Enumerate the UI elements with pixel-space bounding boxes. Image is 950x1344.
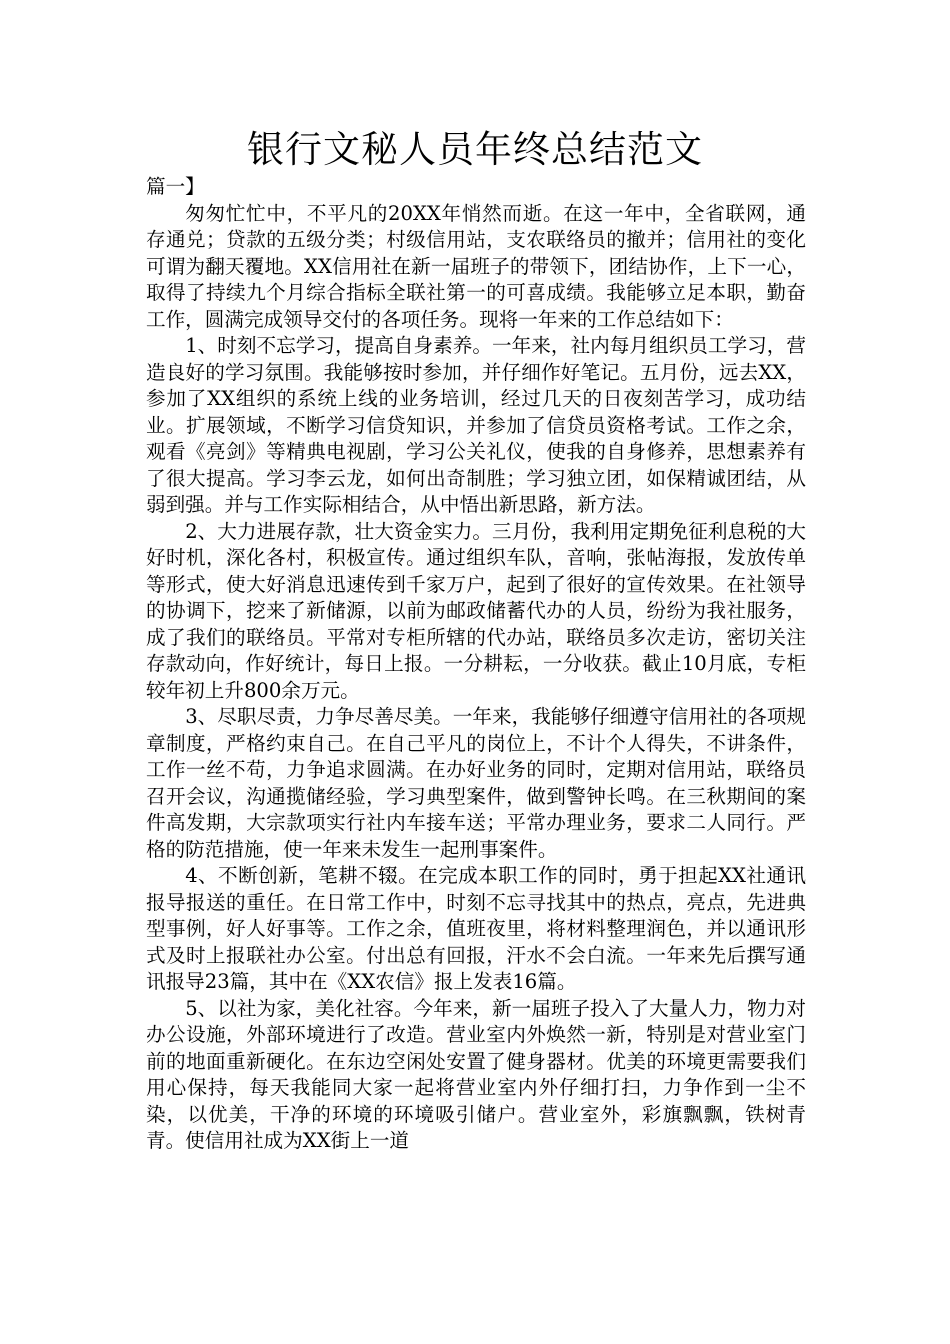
- paragraph-item-5: 5、以社为家，美化社容。今年来，新一届班子投入了大量人力，物力对办公设施，外部环境进行了改造。营业室内外焕然一新，特别是对营业室门前的地面重新硬化。在东边空闲处安置了健身器材。优美的环境更需要我们用心保持，每天我能同大家一起将营业室内外仔细打扫，力争作到一尘不染，以优美，干净的环境的环境吸引储户。营业室外，彩旗飘飘，铁树青青。使信用社成为XX街上一道: [146, 996, 806, 1152]
- paragraph-item-2: 2、大力进展存款，壮大资金实力。三月份，我利用定期免征利息税的大好时机，深化各村，积极宣传。通过组织车队，音响，张帖海报，发放传单等形式，使大好消息迅速传到千家万户，起到了很好的宣传效果。在社领导的协调下，挖来了新储源，以前为邮政储蓄代办的人员，纷纷为我社服务，成了我们的联络员。平常对专柜所辖的代办站，联络员多次走访，密切关注存款动向，作好统计，每日上报。一分耕耘，一分收获。截止10月底，专柜较年初上升800余万元。: [146, 519, 806, 702]
- document-title: 银行文秘人员年终总结范文: [247, 128, 703, 171]
- document-body: [146, 174, 806, 1155]
- paragraph-item-1: 1、时刻不忘学习，提高自身素养。一年来，社内每月组织员工学习，营造良好的学习氛围。我能够按时参加，并仔细作好笔记。五月份，远去XX，参加了XX组织的系统上线的业务培训，经过几天的日夜刻苦学习，成功结业。扩展领域，不断学习信贷知识，并参加了信贷员资格考试。工作之余，观看《亮剑》等精典电视剧，学习公关礼仪，使我的自身修养，思想素养有了很大提高。学习李云龙，如何出奇制胜；学习独立团，如保精诚团结，从弱到强。并与工作实际相结合，从中悟出新思路，新方法。: [146, 334, 806, 516]
- paragraph-item-4: 4、不断创新，笔耕不辍。在完成本职工作的同时，勇于担起XX社通讯报导报送的重任。在日常工作中，时刻不忘寻找其中的热点，亮点，先进典型事例，好人好事等。工作之余，值班夜里，将材料整理润色，并以通讯形式及时上报联社办公室。付出总有回报，汗水不会白流。一年来先后撰写通讯报导23篇，其中在《XX农信》报上发表16篇。: [146, 864, 806, 993]
- paragraph-item-3: 3、尽职尽责，力争尽善尽美。一年来，我能够仔细遵守信用社的各项规章制度，严格约束自己。在自己平凡的岗位上，不计个人得失，不讲条件，工作一丝不苟，力争追求圆满。在办好业务的同时，定期对信用站，联络员召开会议，沟通揽储经验，学习典型案件，做到警钟长鸣。在三秋期间的案件高发期，大宗款项实行社内车接车送；平常办理业务，要求二人同行。严格的防范措施，使一年来未发生一起刑事案件。: [146, 705, 806, 861]
- section-label: 篇一】: [146, 175, 205, 198]
- paragraph-intro: 匆匆忙忙中，不平凡的20XX年悄然而逝。在这一年中，全省联网，通存通兑；贷款的五级分类；村级信用站，支农联络员的撤并；信用社的变化可谓为翻天覆地。XX信用社在新一届班子的带领下，团结协作，上下一心，取得了持续九个月综合指标全联社第一的可喜成绩。我能够立足本职，勤奋工作，圆满完成领导交付的各项任务。现将一年来的工作总结如下：: [146, 201, 806, 331]
